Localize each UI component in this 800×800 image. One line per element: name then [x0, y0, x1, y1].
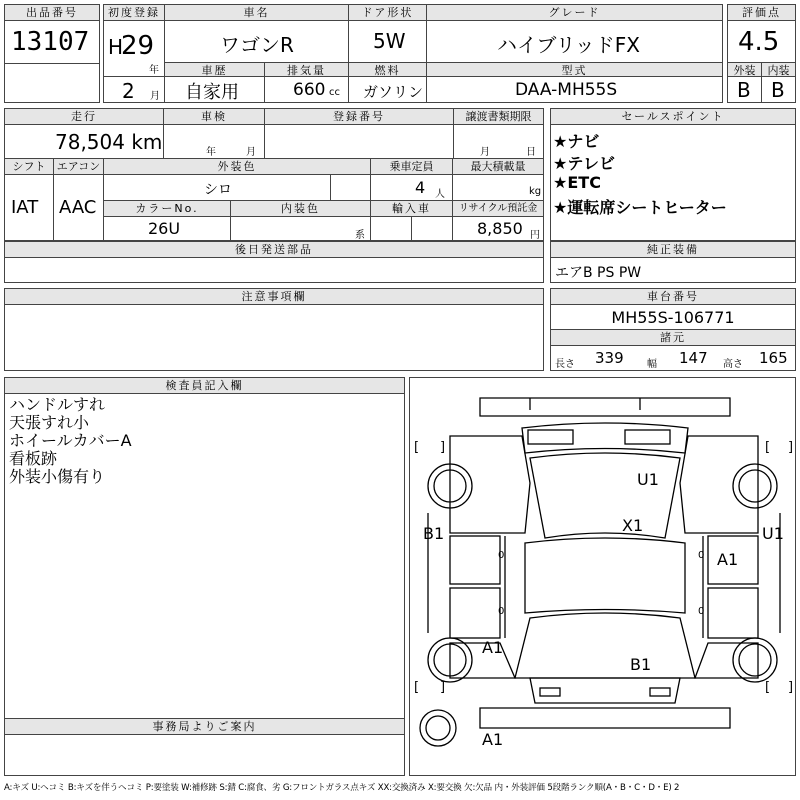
hood-outline [530, 453, 680, 538]
capacity-unit: 人 [435, 189, 445, 200]
bracket-right-bottom-r: ] [788, 680, 794, 695]
sales-points-box [550, 124, 796, 241]
max-load-unit: kg [529, 186, 542, 197]
width: 147 [679, 349, 708, 367]
inspection-month-unit: 月 [246, 147, 256, 158]
history: 自家用 [185, 82, 239, 103]
model-label: 型式 [426, 62, 723, 77]
genuine-box [550, 257, 796, 283]
capacity-label: 乗車定員 [370, 158, 453, 175]
length: 339 [595, 349, 624, 367]
shift-label: シフト [4, 158, 54, 175]
displacement-label: 排気量 [264, 62, 349, 77]
transfer-month-unit: 月 [480, 147, 490, 158]
mark-b1-rear: B1 [630, 655, 652, 674]
first-reg-month-cell [103, 76, 165, 103]
lot-no: 13107 [11, 27, 90, 57]
bracket-right-top-r: ] [788, 440, 794, 455]
ext-color-label: 外装色 [103, 158, 371, 175]
mark-a1-right: A1 [717, 550, 739, 569]
mark-x1: X1 [622, 516, 644, 535]
month-unit: 月 [150, 91, 160, 102]
zero-mark: 0 [698, 606, 705, 617]
inspector-line: 外装小傷有り [9, 467, 106, 486]
inspector-line: 天張すれ小 [9, 413, 90, 432]
max-load-cell [452, 174, 544, 201]
lot-no-cell [4, 20, 100, 64]
sales-points-label: セールスポイント [550, 108, 796, 125]
fuel: ガソリン [363, 83, 424, 101]
later-parts-label: 後日発送部品 [4, 241, 544, 258]
grade-label: グレード [426, 4, 723, 21]
tail-left [540, 688, 560, 696]
right-side-rear [708, 588, 758, 638]
reg-no-label: 登録番号 [264, 108, 454, 125]
recycle-unit: 円 [530, 230, 540, 241]
office-label: 事務局よりご案内 [4, 718, 405, 735]
ac: AAC [59, 197, 97, 218]
later-parts-box [4, 257, 544, 283]
capacity: 4 [415, 178, 426, 197]
chassis-box [550, 304, 796, 330]
office-box [4, 734, 405, 776]
door-cell [348, 20, 427, 63]
transfer-label: 譲渡書類期限 [453, 108, 544, 125]
import-cell-a [370, 216, 412, 241]
ext-color-cell [103, 174, 331, 201]
era: H [108, 35, 124, 59]
length-label: 長さ [555, 359, 575, 370]
inspector-line: ハンドルすれ [9, 395, 106, 414]
displacement: 660 [293, 80, 326, 100]
mileage-label: 走行 [4, 108, 164, 125]
chassis-label: 車台番号 [550, 288, 796, 305]
ext-color: シロ [204, 182, 232, 198]
door-label: ドア形状 [348, 4, 427, 21]
sales-point-item: ★テレビ [553, 154, 616, 173]
mark-a1-left: A1 [482, 638, 504, 657]
bracket-left-top: [ [414, 440, 420, 455]
windshield-outline [522, 423, 688, 453]
reg-month: 2 [122, 79, 135, 103]
left-front-panel [450, 436, 530, 533]
bracket-right-top: ] [440, 440, 446, 455]
int-color-suffix: 系 [355, 230, 365, 241]
first-reg-label: 初度登録 [103, 4, 165, 21]
sales-point-item: ★運転席シートヒーター [553, 198, 727, 217]
car-name: ワゴンR [220, 33, 294, 57]
import-label: 輸入車 [370, 200, 453, 217]
mileage: 78,504 km [55, 130, 163, 154]
bracket-left-top-r: [ [765, 440, 771, 455]
tail-right [650, 688, 670, 696]
ext-color-extra [330, 174, 371, 201]
wiper-right [625, 430, 670, 444]
color-no-cell [103, 216, 231, 241]
year-unit: 年 [149, 65, 159, 76]
rear-window [515, 613, 695, 678]
fuel-cell [348, 76, 427, 103]
zero-mark: 0 [698, 550, 705, 561]
max-load-label: 最大積載量 [452, 158, 544, 175]
displacement-unit: cc [329, 87, 340, 98]
int-grade-label: 内装 [761, 62, 796, 77]
ext-grade-cell [727, 76, 762, 103]
sales-point-item: ★ETC [553, 173, 601, 192]
roof-outline [480, 398, 730, 416]
lot-no-blank [4, 63, 100, 103]
recycle: 8,850 [477, 219, 523, 238]
damage-diagram [409, 377, 796, 776]
dims-label: 諸元 [550, 329, 796, 346]
grade-cell [426, 20, 723, 63]
ext-grade-label: 外装 [727, 62, 762, 77]
roof-center [525, 538, 685, 613]
reg-year: 29 [121, 31, 155, 61]
transfer-day-unit: 日 [526, 147, 536, 158]
notes-label: 注意事項欄 [4, 288, 544, 305]
inspection-label: 車検 [163, 108, 265, 125]
ext-grade: B [737, 78, 751, 102]
int-color-cell [230, 216, 371, 241]
fuel-label: 燃料 [348, 62, 427, 77]
transfer-cell [453, 124, 544, 159]
grade: ハイブリッドFX [497, 33, 641, 57]
score: 4.5 [738, 27, 780, 57]
model: DAA-MH55S [515, 80, 618, 100]
bracket-right-bottom: ] [440, 680, 446, 695]
genuine-equipment: エアB PS PW [555, 265, 642, 281]
chassis-number: MH55S-106771 [611, 308, 735, 327]
score-cell [727, 20, 796, 63]
mark-a1-spare: A1 [482, 730, 504, 749]
shift: IAT [11, 197, 39, 218]
history-label: 車歴 [164, 62, 265, 77]
recycle-cell [452, 216, 544, 241]
roof-lines [530, 398, 640, 410]
reg-no-cell [264, 124, 454, 159]
ac-cell [53, 174, 104, 241]
inspector-label: 検査員記入欄 [4, 377, 405, 394]
sales-point-item: ★ナビ [553, 132, 600, 151]
wiper-left [528, 430, 573, 444]
capacity-cell [370, 174, 453, 201]
import-cell-b [411, 216, 453, 241]
inspector-box [4, 393, 405, 719]
mark-b1-left: B1 [423, 524, 445, 543]
model-cell [426, 76, 723, 103]
score-label: 評価点 [727, 4, 796, 21]
int-grade-cell [761, 76, 796, 103]
height: 165 [759, 349, 788, 367]
zero-mark: 0 [498, 606, 505, 617]
ac-label: エアコン [53, 158, 104, 175]
width-label: 幅 [647, 359, 657, 370]
inspection-year-unit: 年 [206, 147, 216, 158]
displacement-cell [264, 76, 349, 103]
int-color-label: 内装色 [230, 200, 371, 217]
int-grade: B [771, 78, 785, 102]
genuine-label: 純正装備 [550, 241, 796, 258]
inspection-cell [163, 124, 265, 159]
lot-no-label: 出品番号 [4, 4, 100, 21]
bracket-left-bottom-r: [ [765, 680, 771, 695]
notes-box [4, 304, 544, 371]
height-label: 高さ [723, 359, 743, 370]
recycle-label: リサイクル預託金 [452, 200, 544, 217]
rear-hatch [530, 678, 680, 703]
left-side-front [450, 536, 500, 584]
color-no: 26U [148, 219, 181, 238]
legend-text: A:キズ U:ヘコミ B:キズを伴うヘコミ P:要塗装 W:補修跡 S:錆 C:腐食、劣 G:フロントガラス点キズ XX:交換済み X:要交換 欠:欠品 内・外装評価 5段階ランク順(A・B・C・D・E) 2 [4, 783, 680, 793]
mark-u1-right: U1 [762, 524, 784, 543]
car-name-cell [164, 20, 349, 63]
inspector-line: ホイールカバーA [9, 431, 132, 450]
first-reg-year-cell [103, 20, 165, 77]
zero-mark: 0 [498, 550, 505, 561]
left-side-rear [450, 588, 500, 638]
right-front-panel [680, 436, 758, 533]
dims-box [550, 345, 796, 371]
shift-cell [4, 174, 54, 241]
car-name-label: 車名 [164, 4, 349, 21]
mileage-cell [4, 124, 164, 159]
history-cell [164, 76, 265, 103]
right-rear-quarter [695, 643, 758, 678]
door-type: 5W [373, 29, 406, 53]
rear-bumper [480, 708, 730, 728]
car-outline-svg [410, 378, 795, 775]
bracket-left-bottom: [ [414, 680, 420, 695]
inspector-line: 看板跡 [9, 449, 58, 468]
color-no-label: カラーNo. [103, 200, 231, 217]
mark-u1-roof: U1 [637, 470, 659, 489]
